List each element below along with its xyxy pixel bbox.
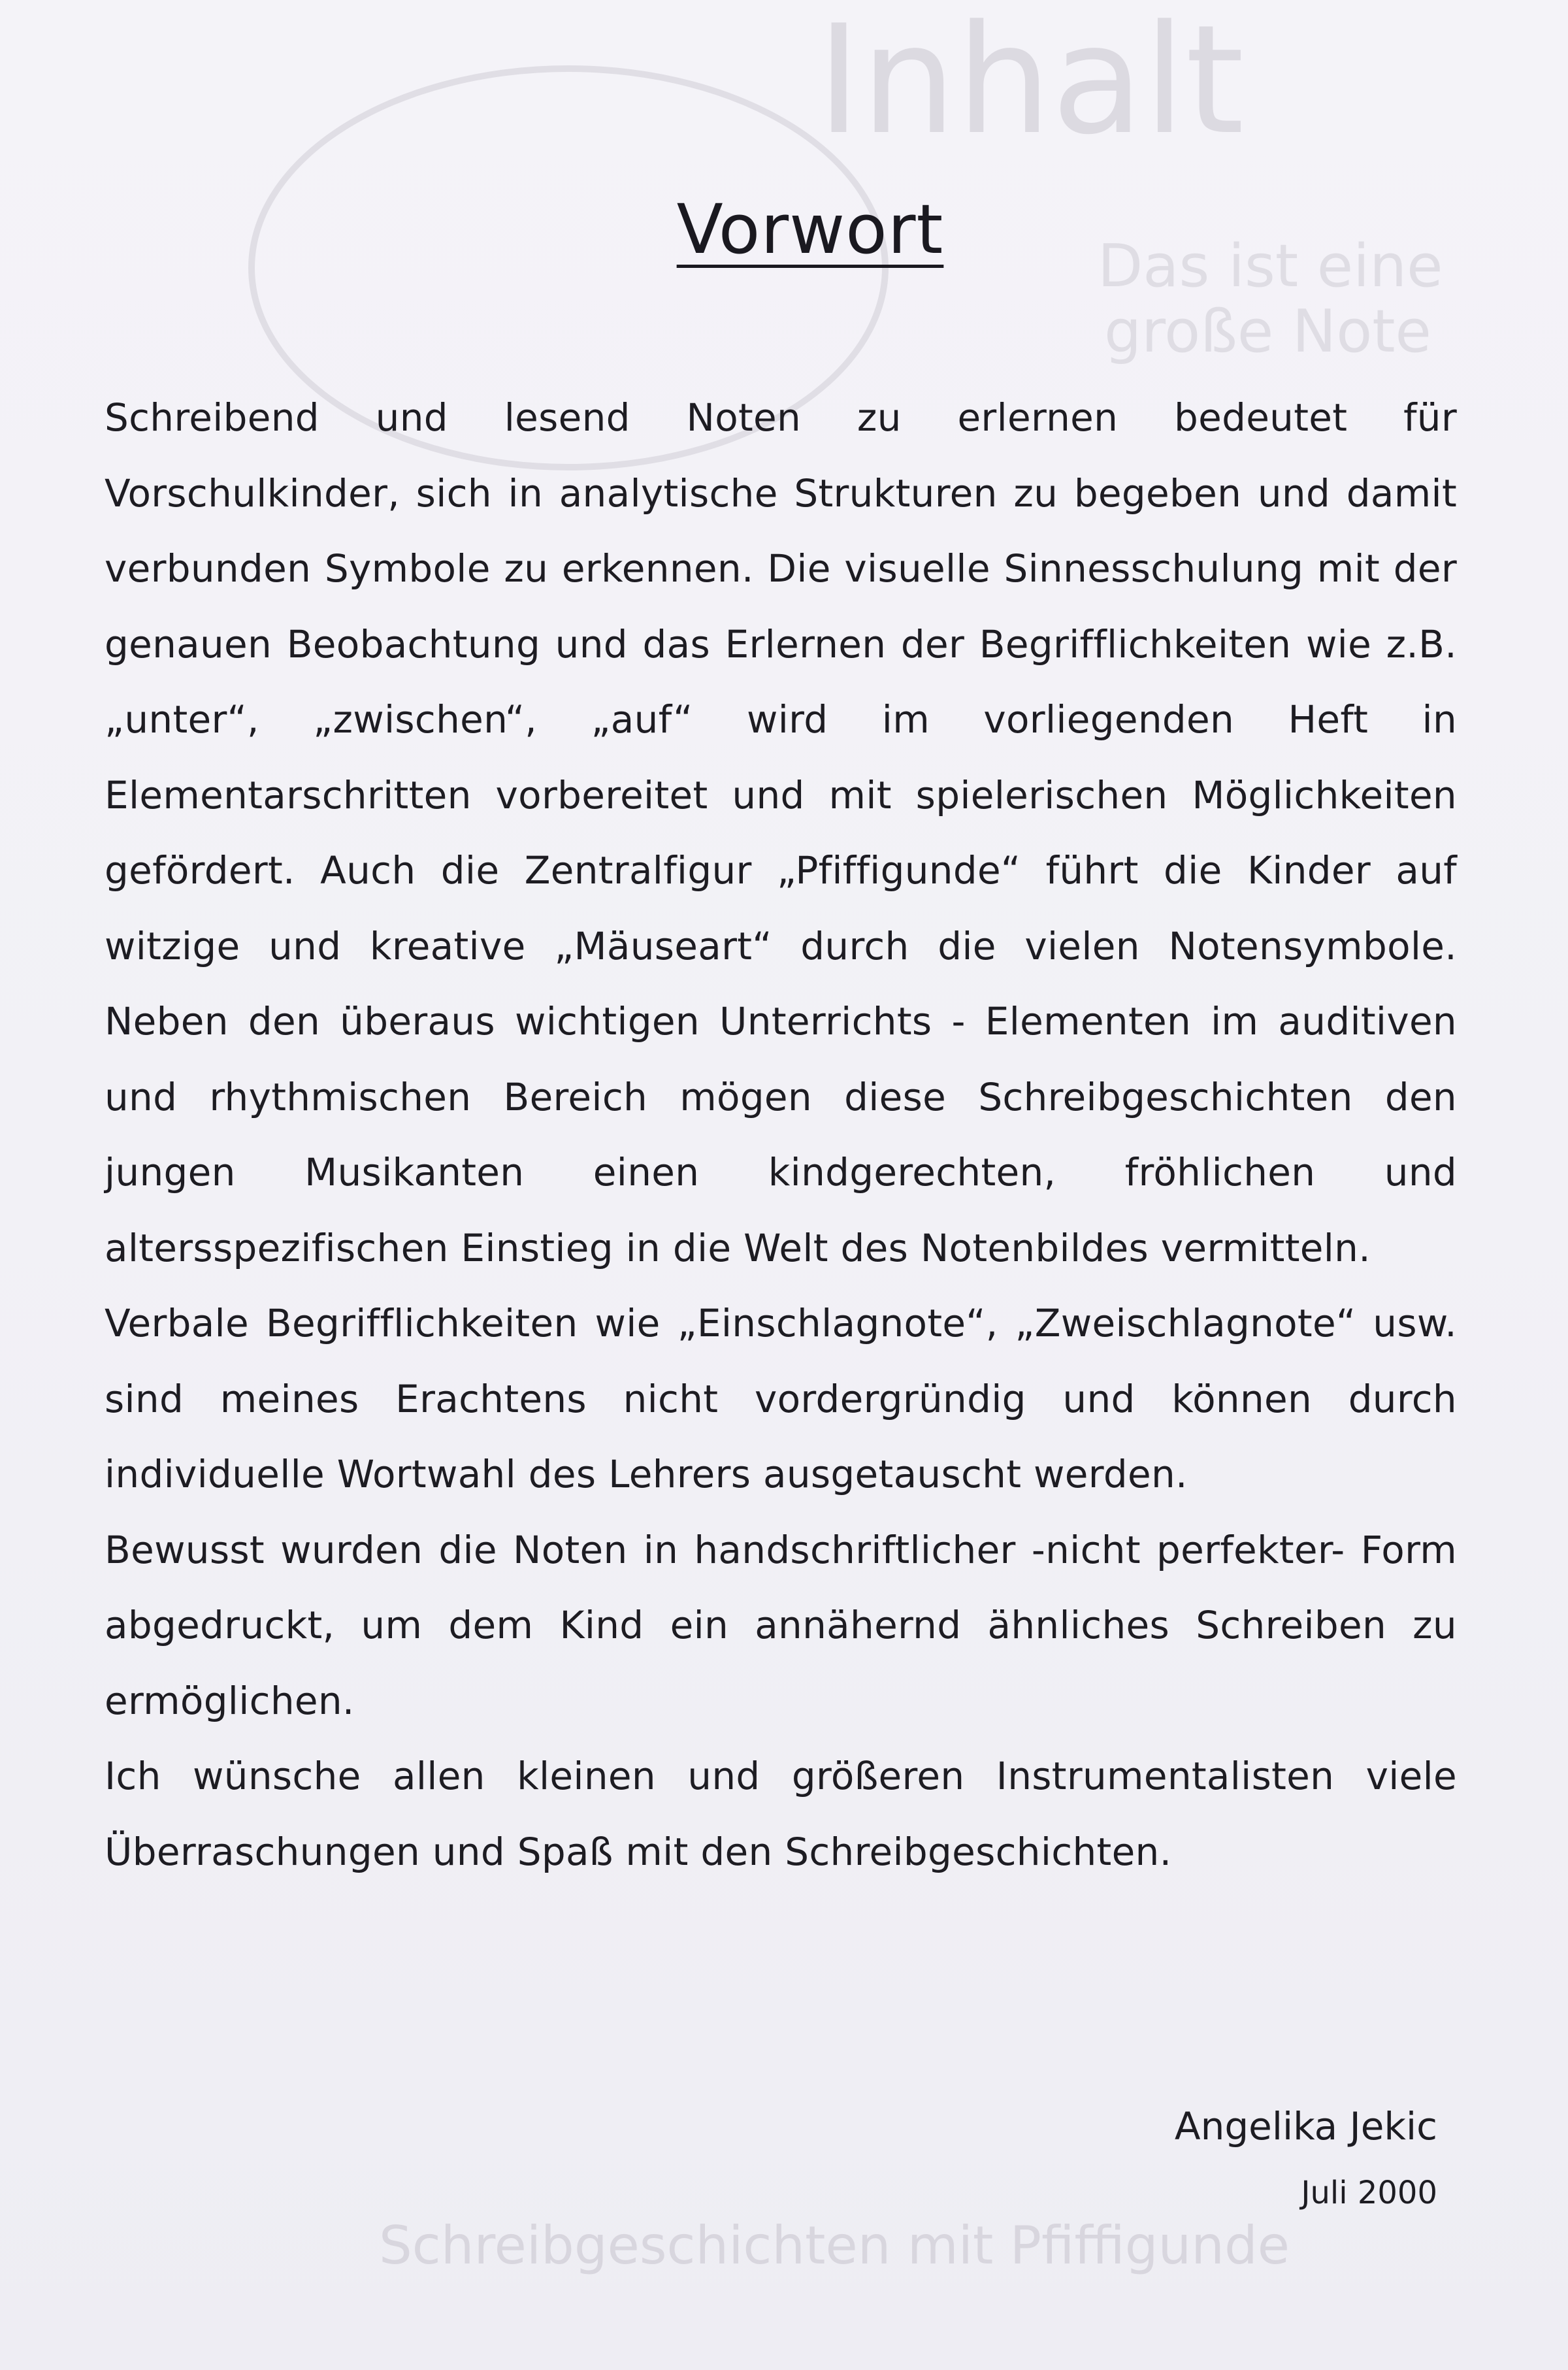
paragraph: Bewusst wurden die Noten in handschriftlicher -nicht perfekter- Form abgedruckt, um dem Kind ein annähernd ähnliches Schreiben zu ermöglichen. xyxy=(105,1527,1457,1723)
signature-date: Juli 2000 xyxy=(1301,2175,1437,2211)
page-title: Vorwort xyxy=(676,189,944,269)
paragraph: Schreibend und lesend Noten zu erlernen bedeutet für Vorschulkinder, sich in analytische Strukturen zu begeben und damit verbunden Symbole zu erkennen. Die visuelle Sinnesschulung mit der genauen Beobachtung und das Erlernen der Begrifflichkeiten wie z.B. „unter“, „zwischen“, „auf“ wird im vorliegenden Heft in Elementarschritten vorbereitet und mit spielerischen Möglichkeiten gefördert. Auch die Zentralfigur „Pfiffigunde“ führt die Kinder auf witzige und kreative „Mäuseart“ durch die vielen Notensymbole. Neben den überaus wichtigen Unterrichts - Elementen im auditiven und rhythmischen Bereich mögen diese Schreibgeschichten den jungen Musikanten einen kindgerechten, fröhlichen und altersspezifischen Einstieg in die Welt des Notenbildes vermitteln. xyxy=(105,395,1457,1270)
show-through-text: Das ist eine xyxy=(1098,232,1443,301)
document-content xyxy=(105,189,1457,1890)
paragraph: Ich wünsche allen kleinen und größeren Instrumentalisten viele Überraschungen und Spaß mit den Schreibgeschichten. xyxy=(105,1754,1457,1874)
show-through-heading: Inhalt xyxy=(817,0,1245,168)
author-name: Angelika Jekic xyxy=(1174,2104,1437,2148)
paragraph: Verbale Begrifflichkeiten wie „Einschlagnote“, „Zweischlagnote“ usw. sind meines Erachtens nicht vordergründig und können durch individuelle Wortwahl des Lehrers ausgetauscht werden. xyxy=(105,1301,1457,1496)
body-text xyxy=(105,380,1457,1890)
show-through-text: große Note xyxy=(1104,297,1431,366)
show-through-footer: Schreibgeschichten mit Pfiffigunde xyxy=(379,2215,1290,2276)
signature-block xyxy=(1175,2104,1437,2211)
